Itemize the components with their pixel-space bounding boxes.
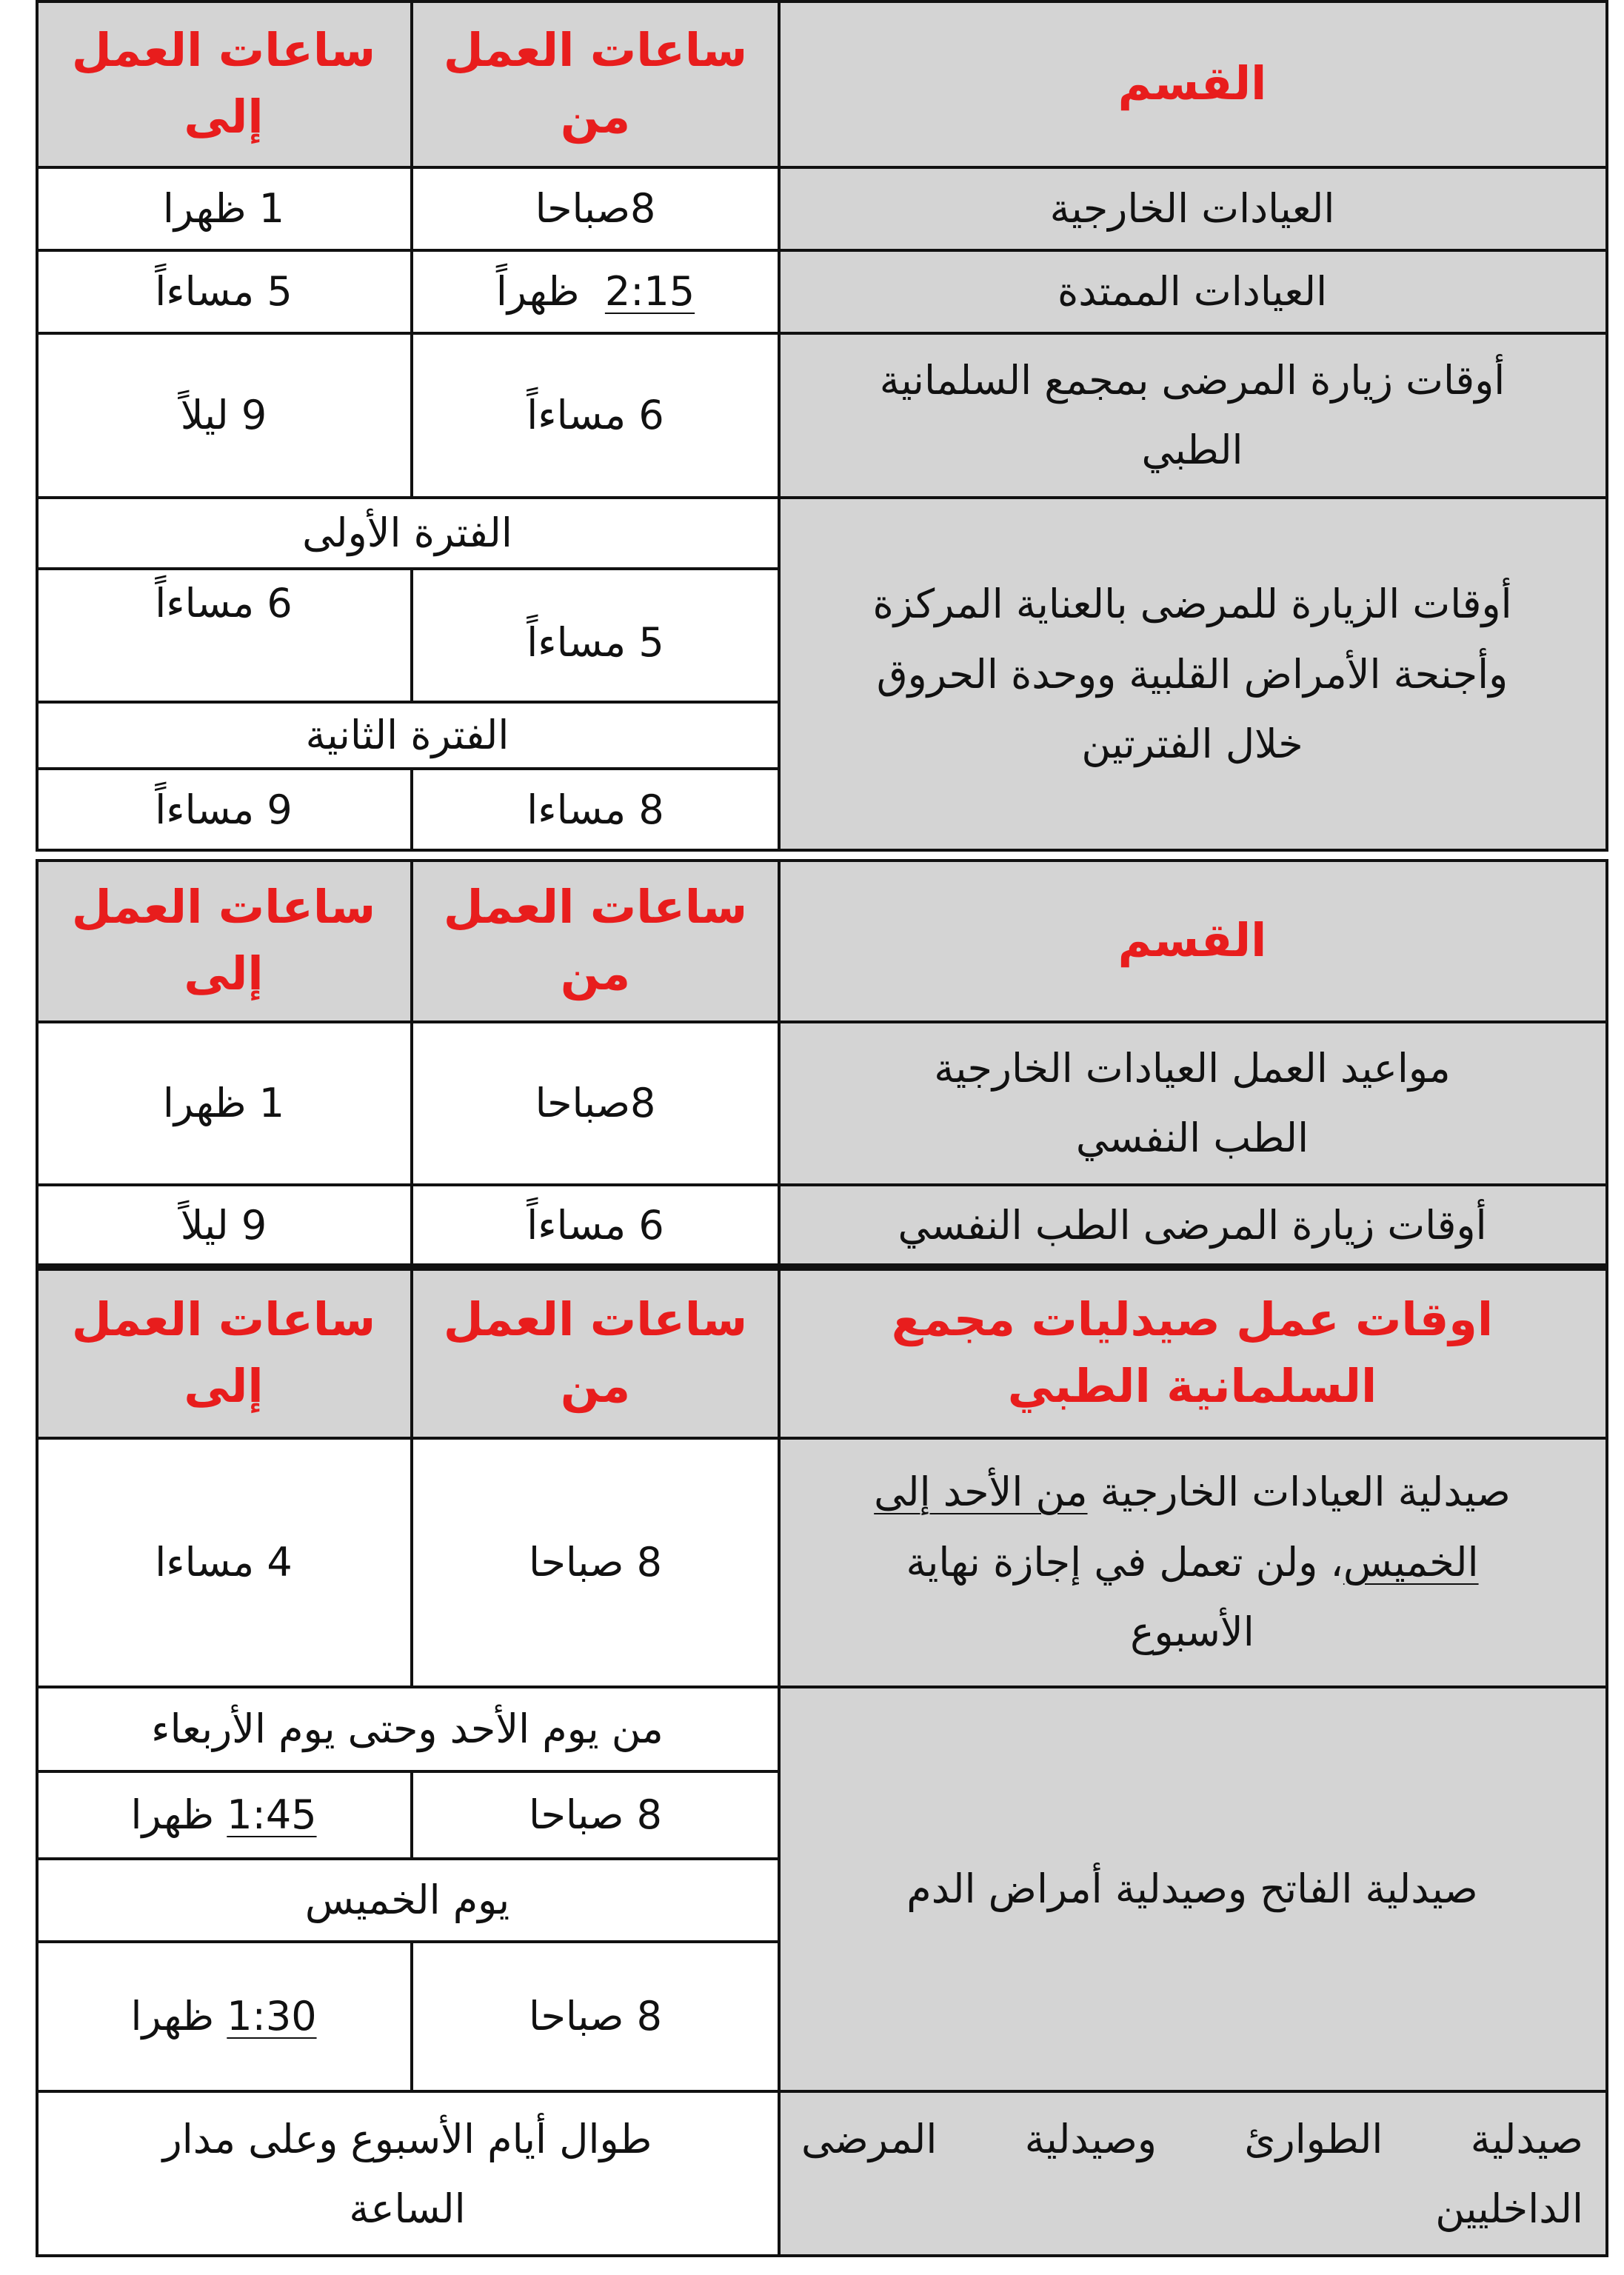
grid-line (36, 567, 781, 570)
row-dept: أوقات زيارة المرضى الطب النفسي (779, 1185, 1605, 1266)
header-to-line1: ساعات العمل (71, 23, 376, 78)
period-second-to: 9 مساءاً (155, 786, 293, 833)
from-value: 8صباحا (535, 184, 656, 232)
grid-line (36, 1268, 1608, 1271)
header-dept: اوقات عمل صيدليات مجمع السلمانية الطبي (779, 1268, 1605, 1438)
row-hours-emergency: طوال أيام الأسبوع وعلى مدار الساعة (162, 2115, 652, 2232)
dept-line2: الطبي (1141, 427, 1243, 473)
header-to (36, 0, 412, 167)
grid-line (36, 332, 1608, 335)
to-value: 5 مساءاً (155, 267, 293, 315)
period-sun-wed-to: 1:45 ظهرا (130, 1791, 317, 1838)
header-dept-label: القسم (1117, 56, 1267, 111)
grid-line (410, 1940, 413, 2091)
grid-line (36, 0, 1608, 3)
dept-line3: الأسبوع (1130, 1608, 1254, 1656)
header-from-line1: ساعات العمل (443, 23, 748, 78)
dept-line2: الخميس، ولن تعمل في إجازة نهاية (906, 1538, 1479, 1586)
grid-line (36, 1857, 781, 1860)
grid-line (36, 496, 1608, 499)
row-from (412, 250, 779, 333)
row-dept-outpatient-pharmacy (779, 1438, 1605, 1687)
row-to (36, 250, 412, 333)
row-to (36, 333, 412, 498)
header-to-line2: إلى (184, 90, 264, 144)
header-from: ساعات العمل من (412, 1268, 779, 1438)
dept-label: العيادات الخارجية (1049, 184, 1335, 232)
period-first-to: 6 مساءاً (155, 580, 293, 627)
grid-line (36, 166, 1608, 169)
to-value: 1 ظهرا (162, 184, 285, 232)
header-to: ساعات العمل إلى (36, 1268, 412, 1438)
grid-line (410, 1770, 413, 1859)
period-second-from: 8 مساءا (527, 786, 664, 833)
period-sun-wed-label: من يوم الأحد وحتى يوم الأربعاء (151, 1705, 664, 1752)
grid-line (36, 859, 1608, 862)
header-dept: القسم (779, 859, 1605, 1022)
period-thursday-label: يوم الخميس (304, 1876, 510, 1923)
period-second-label: الفترة الثانية (305, 711, 509, 758)
from-time: 2:15 (604, 267, 695, 315)
row-dept (779, 333, 1605, 498)
grid-line (36, 701, 781, 704)
dept-line1: أوقات زيارة المرضى بمجمع السلمانية (879, 356, 1506, 404)
grid-line (36, 1437, 1608, 1440)
row-to: 4 مساءا (155, 1538, 293, 1586)
header-from (412, 0, 779, 167)
table-pharmacies (36, 1268, 1605, 2257)
header-from: ساعات العمل من (412, 859, 779, 1022)
row-from (412, 333, 779, 498)
row-to: 9 ليلاً (180, 1201, 267, 1249)
period-first-from: 5 مساءاً (527, 618, 664, 666)
period-thursday-to: 1:30 ظهرا (130, 1992, 317, 2040)
grid-line (410, 1268, 413, 1688)
row-dept (779, 167, 1605, 250)
row-dept-emergency-pharmacy (779, 2091, 1605, 2257)
grid-line (410, 859, 413, 1266)
grid-line (36, 1183, 1608, 1186)
table-psychiatry (36, 859, 1605, 1266)
grid-line (36, 249, 1608, 252)
dept-label: العيادات الممتدة (1057, 267, 1328, 315)
period-thursday-from: 8 صباحا (529, 1992, 662, 2040)
grid-line (36, 1940, 781, 1943)
grid-line (36, 1020, 1608, 1023)
period-sun-wed-from: 8 صباحا (529, 1791, 662, 1838)
row-from (412, 167, 779, 250)
dept-line2: وأجنحة الأمراض القلبية ووحدة الحروق (876, 650, 1508, 698)
header-from-line2: من (560, 90, 631, 144)
grid-line (36, 2254, 1608, 2257)
grid-line (36, 767, 781, 770)
row-to (36, 167, 412, 250)
dept-line2: الداخليين (1435, 2185, 1583, 2232)
table-visiting-hours (36, 0, 1605, 852)
grid-line (778, 859, 781, 1266)
dept-line3: خلال الفترتين (1081, 721, 1303, 768)
row-to: 1 ظهرا (162, 1079, 285, 1126)
grid-line (36, 859, 39, 1266)
grid-line (36, 849, 1608, 852)
from-value: 6 مساءاً (527, 391, 664, 438)
grid-line (36, 2090, 1608, 2093)
row-dept: مواعيد العمل العيادات الخارجية الطب النفسي (779, 1022, 1605, 1185)
grid-line (410, 0, 413, 498)
dept-line1: صيدلية الطوارئ وصيدلية المرضى (801, 2115, 1583, 2162)
from-value (496, 257, 695, 327)
dept-line1: صيدلية العيادات الخارجية من الأحد إلى (874, 1469, 1511, 1516)
row-dept-fateh-pharmacy: صيدلية الفاتح وصيدلية أمراض الدم (779, 1687, 1605, 2091)
header-to: ساعات العمل إلى (36, 859, 412, 1022)
grid-line (36, 1770, 781, 1773)
grid-line (1605, 859, 1608, 1266)
header-dept (779, 0, 1605, 167)
grid-line (36, 1686, 1608, 1688)
from-suffix: ظهراً (495, 267, 580, 315)
row-from: 6 مساءاً (527, 1201, 664, 1249)
row-from: 8 صباحا (529, 1538, 662, 1586)
grid-line (410, 767, 413, 852)
dept-line1: أوقات الزيارة للمرضى بالعناية المركزة (872, 581, 1512, 628)
to-value: 9 ليلاً (180, 391, 267, 438)
row-from: 8صباحا (535, 1079, 656, 1126)
period-first-label: الفترة الأولى (302, 509, 512, 556)
row-dept-icu (779, 498, 1605, 852)
grid-line (1605, 0, 1608, 852)
grid-line (1605, 1268, 1608, 2257)
grid-line (36, 1268, 39, 2257)
grid-line (778, 0, 781, 852)
row-dept (779, 250, 1605, 333)
grid-line (410, 567, 413, 702)
grid-line (36, 0, 39, 852)
grid-line (778, 1268, 781, 2257)
